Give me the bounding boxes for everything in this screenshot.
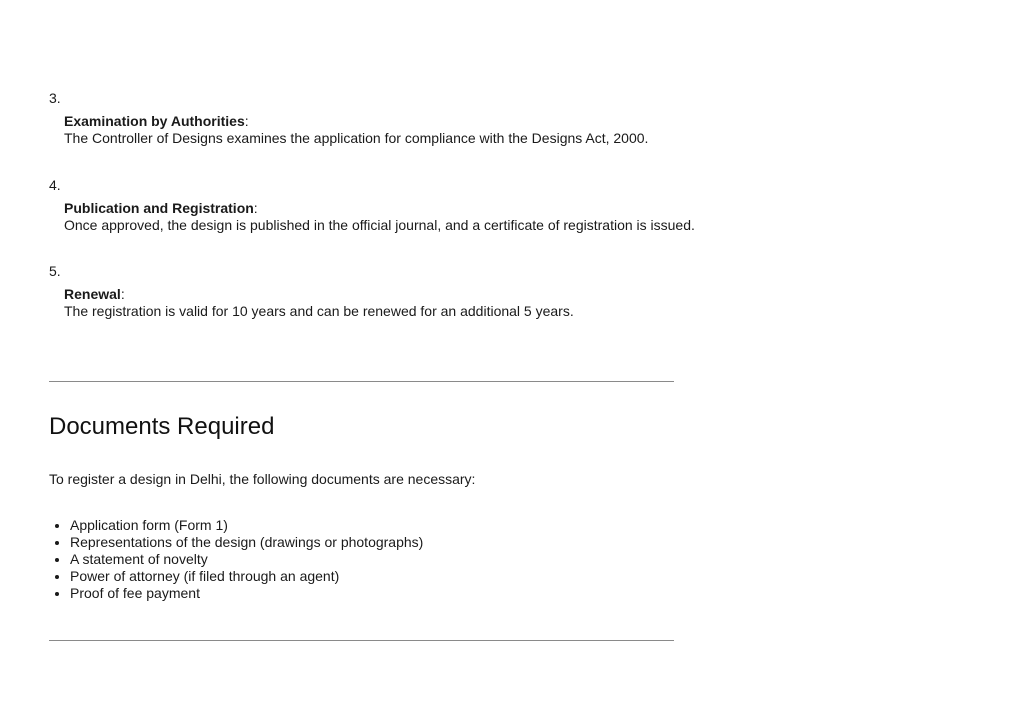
step-title-colon: : bbox=[244, 113, 249, 129]
list-item: • Proof of fee payment bbox=[70, 585, 423, 602]
step-body bbox=[64, 286, 574, 320]
list-item: • Representations of the design (drawings or photographs) bbox=[70, 534, 423, 551]
step-number: 3. bbox=[49, 90, 61, 106]
list-item: • Power of attorney (if filed through an agent) bbox=[70, 568, 423, 585]
step-description: Once approved, the design is published in the official journal, and a certificate of registration is issued. bbox=[64, 217, 695, 233]
step-title: Publication and Registration bbox=[64, 200, 254, 216]
step-title-colon: : bbox=[120, 286, 125, 302]
step-description: The registration is valid for 10 years and can be renewed for an additional 5 years. bbox=[64, 303, 574, 319]
step-number: 4. bbox=[49, 177, 61, 193]
step-description: The Controller of Designs examines the application for compliance with the Designs Act, 2000. bbox=[64, 130, 649, 146]
section-divider-bottom bbox=[49, 640, 674, 641]
list-item: • A statement of novelty bbox=[70, 551, 423, 568]
documents-heading: Documents Required bbox=[49, 413, 275, 440]
documents-intro: To register a design in Delhi, the following documents are necessary: bbox=[49, 471, 476, 487]
step-body bbox=[64, 200, 695, 234]
step-title: Examination by Authorities bbox=[64, 113, 245, 129]
documents-list bbox=[49, 517, 423, 602]
section-divider-top bbox=[49, 381, 674, 382]
step-body bbox=[64, 113, 648, 147]
step-title-colon: : bbox=[253, 200, 258, 216]
step-number: 5. bbox=[49, 263, 61, 279]
step-title: Renewal bbox=[64, 286, 121, 302]
list-item: • Application form (Form 1) bbox=[70, 517, 423, 534]
